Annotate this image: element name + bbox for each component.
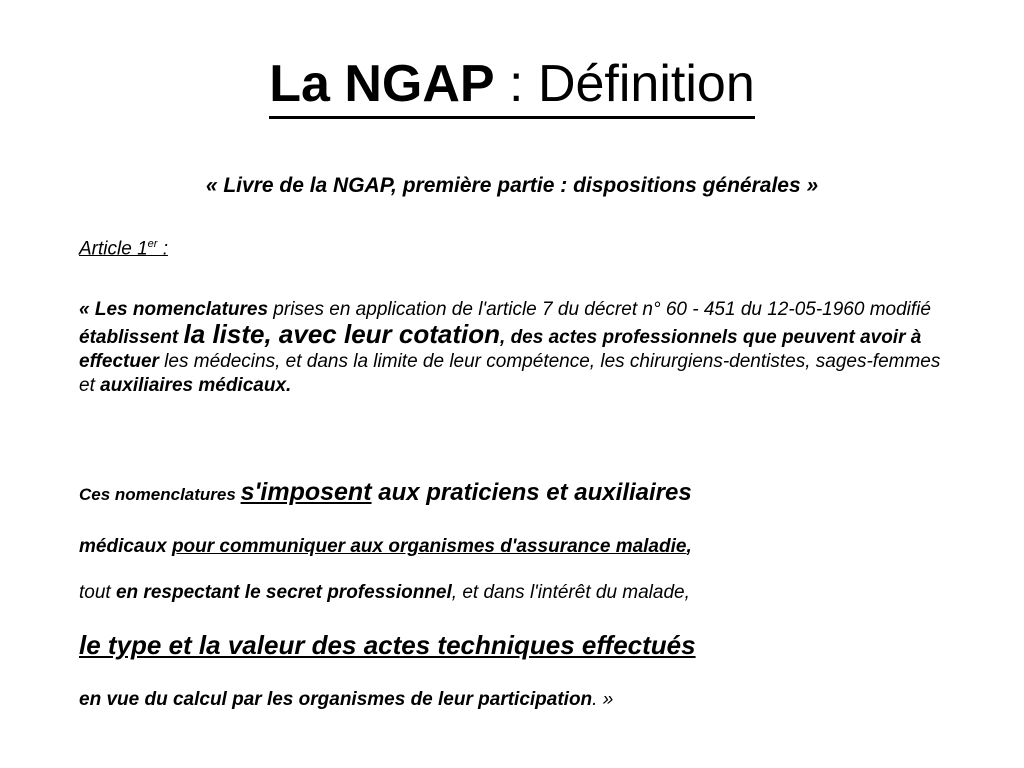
- line-2: [79, 536, 692, 558]
- para-s7: auxiliaires médicaux.: [100, 375, 292, 396]
- line-5-b: . »: [592, 689, 614, 710]
- line-3: [79, 582, 690, 604]
- line-2-end: ,: [686, 536, 692, 557]
- title-rest: : Définition: [494, 55, 755, 113]
- line-2-underlined: pour communiquer aux organismes d'assurance maladie: [171, 536, 687, 557]
- title-bold-part: La NGAP: [269, 55, 495, 113]
- line-1: [79, 478, 692, 507]
- line-5-a: en vue du calcul par les organismes de leur participation: [79, 689, 593, 710]
- page-title: [0, 52, 1024, 119]
- line-3-a: tout: [79, 582, 116, 603]
- open-quote: «: [79, 299, 95, 320]
- article-label: Article 1: [79, 238, 148, 260]
- title-underline: [269, 54, 755, 119]
- para-s2: prises en application de l'article 7 du décret n° 60 - 451 du 12-05-1960 modifié: [268, 299, 931, 320]
- para-s4: la liste, avec leur cotation: [183, 319, 501, 349]
- article-sup: er: [147, 238, 158, 250]
- para-s3: établissent: [79, 327, 184, 348]
- line-1-underlined: s'imposent: [240, 478, 372, 506]
- line-1-rest: aux praticiens et auxiliaires: [371, 479, 692, 506]
- line-5: [79, 689, 613, 711]
- line-4: le type et la valeur des actes techniques effectués: [79, 630, 696, 660]
- para-s5: , des actes professionnels que peuvent avoir à effectuer: [79, 327, 922, 372]
- para-s6: les médecins, et dans la limite de leur compétence, les chirurgiens-dentistes, sages-femmes et: [79, 351, 941, 396]
- article-suffix: :: [157, 238, 168, 260]
- line-3-b: en respectant le secret professionnel: [115, 582, 452, 603]
- line-1-small: Ces nomenclatures: [79, 485, 241, 504]
- subtitle: « Livre de la NGAP, première partie : dispositions générales »: [205, 174, 819, 197]
- para-s1: Les nomenclatures: [94, 299, 269, 320]
- line-3-c: , et dans l'intérêt du malade,: [451, 582, 690, 603]
- line-2-a: médicaux: [79, 536, 172, 557]
- article-paragraph: [79, 298, 959, 398]
- article-heading: [79, 238, 168, 260]
